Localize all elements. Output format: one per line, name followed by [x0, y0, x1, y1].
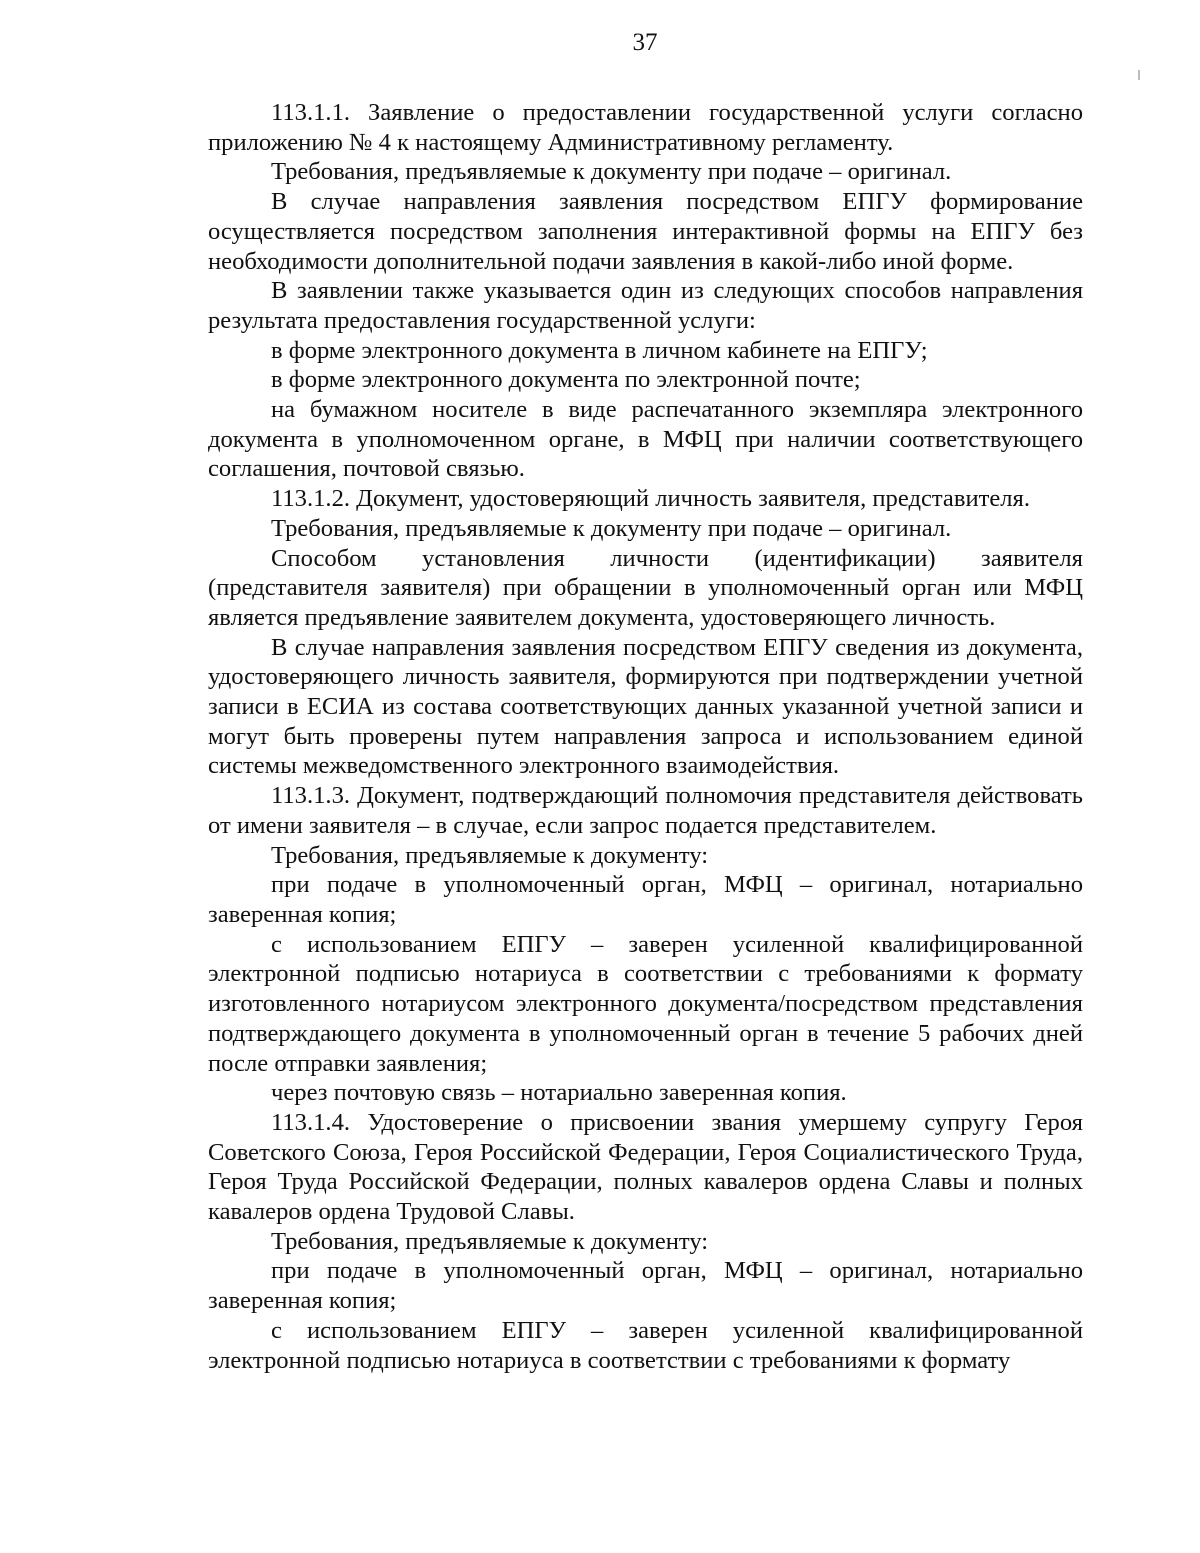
list-item-personal-account: в форме электронного документа в личном кабинете на ЕПГУ;	[271, 336, 928, 364]
document-body	[208, 98, 1083, 1375]
paragraph-result-methods: В заявлении также указывается один из следующих способов направления результата предоставления государственной услуги:	[208, 277, 1083, 334]
paragraph-113-1-3: 113.1.3. Документ, подтверждающий полномочия представителя действовать от имени заявителя – в случае, если запрос подается представителем.	[208, 782, 1083, 839]
scan-mark	[1138, 70, 1140, 80]
paragraph-113-1-1: 113.1.1. Заявление о предоставлении государственной услуги согласно приложению № 4 к настоящему Административному регламенту.	[208, 99, 1083, 156]
list-item-email: в форме электронного документа по электронной почте;	[271, 366, 861, 394]
list-item-in-person: при подаче в уполномоченный орган, МФЦ – оригинал, нотариально заверенная копия;	[208, 871, 1083, 928]
list-item-epgu: с использованием ЕПГУ – заверен усиленной квалифицированной электронной подписью нотариуса в соответствии с требованиями к формату изготовленного нотариусом электронного документа/посредством представления подтверждающего документа в уполномоченный орган в течение 5 рабочих дней после отправки заявления;	[208, 930, 1083, 1077]
paragraph-requirements: Требования, предъявляемые к документу при подаче – оригинал.	[271, 158, 952, 186]
paragraph-113-1-2: 113.1.2. Документ, удостоверяющий личность заявителя, представителя.	[271, 485, 1031, 513]
list-item-post: через почтовую связь – нотариально заверенная копия.	[271, 1079, 847, 1107]
paragraph-requirements: Требования, предъявляемые к документу при подаче – оригинал.	[271, 514, 952, 542]
paragraph-requirements: Требования, предъявляемые к документу:	[271, 841, 709, 869]
paragraph-epgu-submission: В случае направления заявления посредством ЕПГУ формирование осуществляется посредством заполнения интерактивной формы на ЕПГУ без необходимости дополнительной подачи заявления в какой-либо иной форме.	[208, 188, 1083, 275]
paragraph-requirements: Требования, предъявляемые к документу:	[271, 1227, 709, 1255]
page-number: 37	[632, 29, 658, 56]
list-item-epgu: с использованием ЕПГУ – заверен усиленной квалифицированной электронной подписью нотариуса в соответствии с требованиями к формату	[208, 1316, 1083, 1374]
list-item-paper: на бумажном носителе в виде распечатанного экземпляра электронного документа в уполномоченном органе, в МФЦ при наличии соответствующего соглашения, почтовой связью.	[208, 396, 1083, 483]
paragraph-identification: Способом установления личности (идентификации) заявителя (представителя заявителя) при обращении в уполномоченный орган или МФЦ является предъявление заявителем документа, удостоверяющего личность.	[208, 544, 1083, 631]
list-item-in-person: при подаче в уполномоченный орган, МФЦ – оригинал, нотариально заверенная копия;	[208, 1257, 1083, 1315]
paragraph-113-1-4: 113.1.4. Удостоверение о присвоении звания умершему супругу Героя Советского Союза, Героя Российской Федерации, Героя Социалистического Труда, Героя Труда Российской Федерации, полных кавалеров ордена Славы и полных кавалеров ордена Трудовой Славы.	[208, 1108, 1083, 1226]
paragraph-esia-data: В случае направления заявления посредством ЕПГУ сведения из документа, удостоверяющего личность заявителя, формируются при подтверждении учетной записи в ЕСИА из состава соответствующих данных указанной учетной записи и могут быть проверены путем направления запроса и использованием единой системы межведомственного электронного взаимодействия.	[208, 633, 1083, 780]
